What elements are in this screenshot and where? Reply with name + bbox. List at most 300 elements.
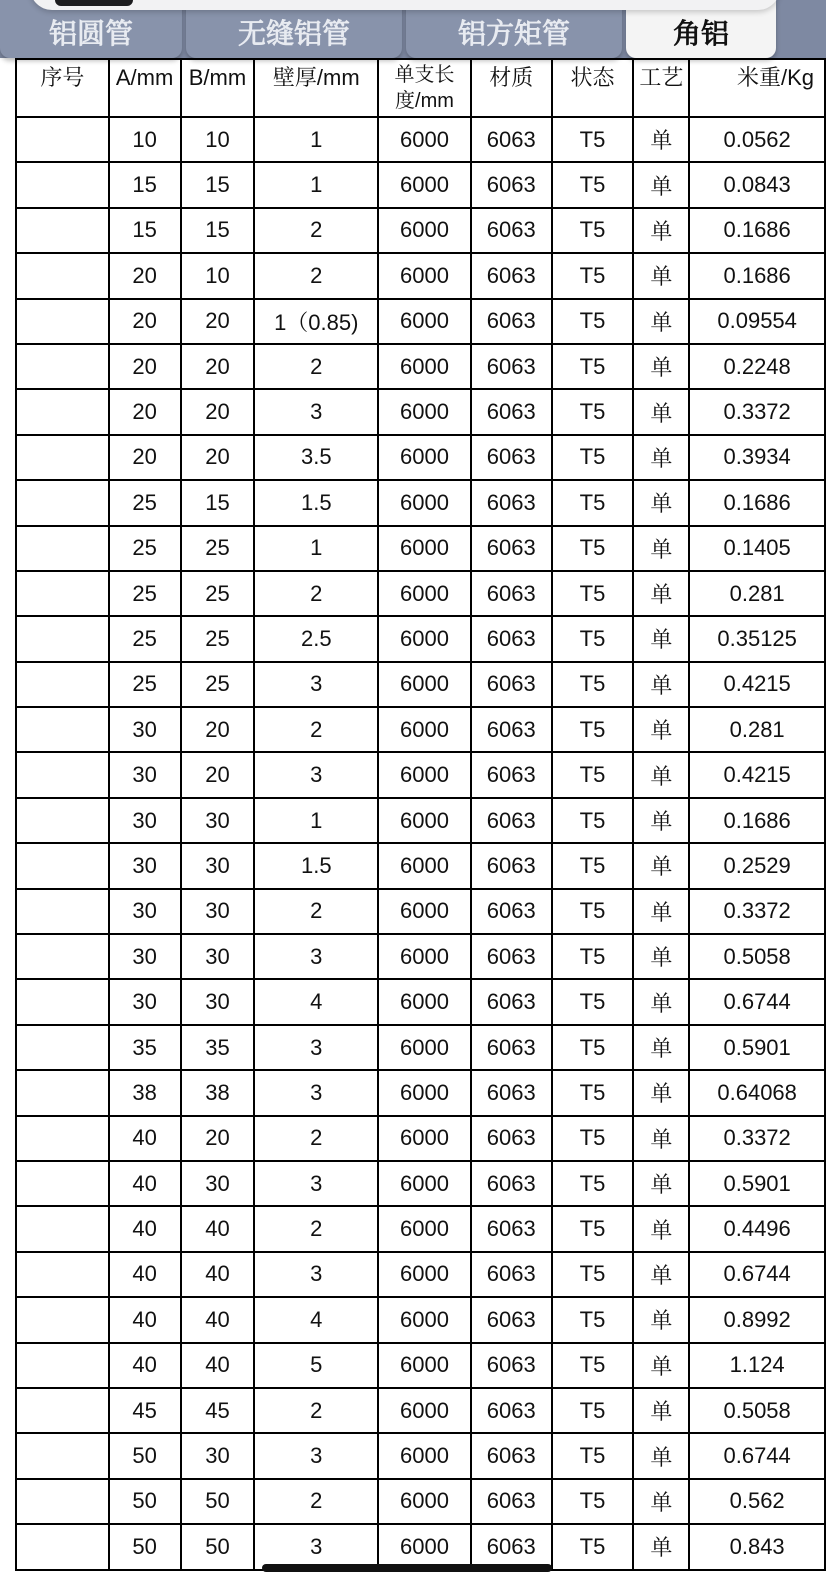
table-cell[interactable]: 6063 [471,616,552,661]
table-cell[interactable] [16,526,109,571]
table-cell[interactable]: 50 [109,1433,181,1478]
table-cell[interactable]: 10 [109,117,181,162]
table-cell[interactable]: 2 [254,571,378,616]
table-cell[interactable]: 0.3372 [689,1116,825,1161]
table-cell[interactable]: 20 [181,299,255,344]
table-cell[interactable]: 0.5901 [689,1025,825,1070]
table-cell[interactable]: T5 [552,707,634,752]
table-cell[interactable]: 2 [254,1388,378,1433]
table-cell[interactable]: 6000 [378,752,471,797]
table-cell[interactable] [16,1524,109,1569]
table-cell[interactable]: T5 [552,1252,634,1297]
table-cell[interactable]: 单 [633,117,689,162]
table-cell[interactable]: 6000 [378,253,471,298]
table-cell[interactable] [16,1252,109,1297]
table-cell[interactable]: 25 [181,526,255,571]
table-cell[interactable]: T5 [552,616,634,661]
table-cell[interactable]: 40 [181,1297,255,1342]
table-cell[interactable]: T5 [552,1433,634,1478]
table-cell[interactable]: T5 [552,435,634,480]
table-cell[interactable]: T5 [552,662,634,707]
table-cell[interactable]: 0.0843 [689,162,825,207]
table-cell[interactable]: 0.2248 [689,344,825,389]
table-cell[interactable]: 50 [181,1524,255,1569]
table-cell[interactable]: 6000 [378,889,471,934]
table-cell[interactable]: 单 [633,616,689,661]
table-cell[interactable]: 20 [181,435,255,480]
table-cell[interactable] [16,752,109,797]
table-cell[interactable]: 1（0.85) [254,299,378,344]
table-cell[interactable]: T5 [552,843,634,888]
table-cell[interactable]: 单 [633,1388,689,1433]
table-cell[interactable]: 6000 [378,1343,471,1388]
table-cell[interactable] [16,889,109,934]
table-cell[interactable] [16,1479,109,1524]
table-cell[interactable]: 50 [109,1524,181,1569]
table-cell[interactable]: 40 [109,1116,181,1161]
table-cell[interactable]: 单 [633,1343,689,1388]
table-cell[interactable]: T5 [552,1025,634,1070]
table-cell[interactable]: 10 [181,253,255,298]
table-cell[interactable]: 0.35125 [689,616,825,661]
table-cell[interactable] [16,571,109,616]
table-cell[interactable]: 45 [109,1388,181,1433]
table-cell[interactable] [16,1116,109,1161]
table-cell[interactable]: 1.5 [254,843,378,888]
table-cell[interactable]: 15 [181,162,255,207]
table-cell[interactable]: 40 [181,1206,255,1251]
table-cell[interactable]: 单 [633,934,689,979]
table-cell[interactable]: 6063 [471,571,552,616]
table-cell[interactable]: 30 [181,798,255,843]
table-cell[interactable]: T5 [552,571,634,616]
table-cell[interactable]: 10 [181,117,255,162]
table-cell[interactable]: 40 [109,1252,181,1297]
table-cell[interactable]: 6063 [471,1025,552,1070]
table-cell[interactable] [16,162,109,207]
table-cell[interactable]: 1 [254,798,378,843]
table-cell[interactable]: 15 [109,208,181,253]
table-cell[interactable]: 30 [109,843,181,888]
table-cell[interactable]: 6063 [471,208,552,253]
table-cell[interactable]: 6063 [471,1116,552,1161]
table-cell[interactable]: 30 [181,979,255,1024]
table-cell[interactable]: 40 [109,1161,181,1206]
table-cell[interactable]: 4 [254,1297,378,1342]
notification-banner[interactable] [30,0,780,10]
table-cell[interactable]: 6063 [471,389,552,434]
table-cell[interactable]: 20 [109,435,181,480]
table-cell[interactable]: T5 [552,1524,634,1569]
table-cell[interactable] [16,843,109,888]
table-cell[interactable]: 2.5 [254,616,378,661]
table-cell[interactable] [16,1070,109,1115]
table-cell[interactable]: T5 [552,299,634,344]
table-cell[interactable]: 25 [181,571,255,616]
table-cell[interactable]: 6000 [378,934,471,979]
table-cell[interactable]: 30 [181,889,255,934]
table-cell[interactable] [16,344,109,389]
table-cell[interactable]: 6063 [471,1433,552,1478]
table-cell[interactable]: 6000 [378,299,471,344]
table-cell[interactable]: 6000 [378,1252,471,1297]
table-cell[interactable]: 6063 [471,1161,552,1206]
table-cell[interactable]: 单 [633,707,689,752]
table-cell[interactable]: 单 [633,1116,689,1161]
table-cell[interactable]: 20 [181,344,255,389]
table-cell[interactable]: T5 [552,1116,634,1161]
table-cell[interactable]: 6063 [471,1343,552,1388]
table-cell[interactable]: 30 [109,707,181,752]
table-cell[interactable]: 6000 [378,1025,471,1070]
table-cell[interactable]: 6063 [471,117,552,162]
table-cell[interactable]: 40 [181,1252,255,1297]
table-cell[interactable]: 6000 [378,389,471,434]
table-cell[interactable]: 单 [633,344,689,389]
table-cell[interactable]: 1 [254,162,378,207]
table-cell[interactable]: 0.09554 [689,299,825,344]
table-cell[interactable]: 单 [633,208,689,253]
table-cell[interactable]: 单 [633,1252,689,1297]
tab-seamless-tube[interactable]: 无缝铝管 [186,0,402,58]
table-cell[interactable] [16,1297,109,1342]
table-cell[interactable]: 6000 [378,1161,471,1206]
table-cell[interactable]: 2 [254,1116,378,1161]
table-cell[interactable]: 3 [254,1070,378,1115]
table-cell[interactable] [16,1343,109,1388]
table-cell[interactable]: 6063 [471,299,552,344]
table-cell[interactable]: 单 [633,1479,689,1524]
table-cell[interactable]: 30 [109,979,181,1024]
table-cell[interactable]: 6063 [471,344,552,389]
table-cell[interactable]: 单 [633,435,689,480]
table-cell[interactable]: 3 [254,389,378,434]
table-cell[interactable] [16,1433,109,1478]
table-cell[interactable]: T5 [552,979,634,1024]
table-cell[interactable]: 50 [181,1479,255,1524]
table-cell[interactable]: 25 [109,571,181,616]
table-row [16,979,825,1024]
table-cell[interactable]: T5 [552,798,634,843]
table-cell[interactable]: 6063 [471,979,552,1024]
table-cell[interactable]: 4 [254,979,378,1024]
table-cell[interactable]: 3 [254,934,378,979]
table-cell[interactable]: 30 [181,843,255,888]
table-cell[interactable]: 0.8992 [689,1297,825,1342]
table-cell[interactable]: 0.4496 [689,1206,825,1251]
table-cell[interactable]: T5 [552,1479,634,1524]
table-cell[interactable]: 0.1686 [689,253,825,298]
table-cell[interactable]: T5 [552,344,634,389]
table-cell[interactable]: 0.5058 [689,934,825,979]
table-cell[interactable]: 单 [633,662,689,707]
table-cell[interactable]: 单 [633,843,689,888]
table-cell[interactable]: 6063 [471,843,552,888]
table-cell[interactable]: 3.5 [254,435,378,480]
table-cell[interactable] [16,934,109,979]
table-cell[interactable]: 6063 [471,1524,552,1569]
table-cell[interactable]: 30 [181,1433,255,1478]
table-cell[interactable]: 2 [254,253,378,298]
table-cell[interactable]: T5 [552,526,634,571]
table-cell[interactable] [16,389,109,434]
table-cell[interactable]: 6063 [471,662,552,707]
table-cell[interactable]: T5 [552,1070,634,1115]
table-cell[interactable] [16,117,109,162]
table-cell[interactable] [16,979,109,1024]
table-cell[interactable]: 25 [109,480,181,525]
table-cell[interactable]: 6063 [471,934,552,979]
table-cell[interactable]: 0.4215 [689,662,825,707]
table-cell[interactable]: 单 [633,571,689,616]
table-cell[interactable] [16,798,109,843]
table-cell[interactable]: 1 [254,526,378,571]
table-row [16,571,825,616]
table-cell[interactable]: 单 [633,1025,689,1070]
table-cell[interactable]: T5 [552,117,634,162]
table-cell[interactable]: 2 [254,1479,378,1524]
table-cell[interactable]: 15 [181,480,255,525]
tab-angle[interactable]: 角铝 [626,0,776,58]
table-cell[interactable]: T5 [552,1388,634,1433]
table-cell[interactable]: 6063 [471,435,552,480]
table-cell[interactable]: 3 [254,752,378,797]
table-cell[interactable]: 单 [633,299,689,344]
table-cell[interactable]: 0.3372 [689,889,825,934]
table-cell[interactable]: 6000 [378,1297,471,1342]
table-cell[interactable]: 6000 [378,798,471,843]
table-cell[interactable]: 2 [254,344,378,389]
table-cell[interactable] [16,435,109,480]
table-cell[interactable]: T5 [552,389,634,434]
table-cell[interactable]: T5 [552,253,634,298]
table-cell[interactable]: 3 [254,1433,378,1478]
table-row [16,1343,825,1388]
table-cell[interactable]: 15 [181,208,255,253]
table-cell[interactable]: 3 [254,1161,378,1206]
table-cell[interactable]: 40 [109,1297,181,1342]
table-cell[interactable]: 6063 [471,1388,552,1433]
table-cell[interactable]: 30 [109,798,181,843]
table-cell[interactable]: 6000 [378,435,471,480]
table-cell[interactable]: 0.2529 [689,843,825,888]
table-cell[interactable]: 0.5901 [689,1161,825,1206]
table-cell[interactable]: 0.1686 [689,798,825,843]
table-cell[interactable]: 1.124 [689,1343,825,1388]
table-cell[interactable]: 6063 [471,480,552,525]
table-cell[interactable]: 单 [633,1297,689,1342]
table-cell[interactable] [16,299,109,344]
tab-round-tube[interactable]: 铝圆管 [0,0,182,58]
table-cell[interactable]: 单 [633,526,689,571]
table-cell[interactable]: 6000 [378,1070,471,1115]
table-cell[interactable]: 单 [633,253,689,298]
table-cell[interactable]: 0.281 [689,707,825,752]
table-cell[interactable]: 0.6744 [689,979,825,1024]
table-cell[interactable]: 6000 [378,162,471,207]
table-cell[interactable]: 1.5 [254,480,378,525]
table-cell[interactable]: 0.1405 [689,526,825,571]
table-cell[interactable]: 6000 [378,480,471,525]
table-cell[interactable]: 0.1686 [689,208,825,253]
table-cell[interactable] [16,1206,109,1251]
table-cell[interactable]: T5 [552,1343,634,1388]
table-cell[interactable]: 0.3934 [689,435,825,480]
table-cell[interactable]: 3 [254,1252,378,1297]
table-cell[interactable]: 单 [633,389,689,434]
table-cell[interactable]: 30 [109,934,181,979]
table-cell[interactable]: 1 [254,117,378,162]
table-cell[interactable]: 50 [109,1479,181,1524]
table-cell[interactable]: 20 [181,707,255,752]
table-cell[interactable]: 6000 [378,1116,471,1161]
table-cell[interactable]: 6063 [471,1070,552,1115]
tab-square-tube[interactable]: 铝方矩管 [406,0,622,58]
table-cell[interactable]: 单 [633,752,689,797]
table-cell[interactable] [16,480,109,525]
table-cell[interactable]: 0.281 [689,571,825,616]
table-cell[interactable]: 6063 [471,526,552,571]
table-cell[interactable]: 0.5058 [689,1388,825,1433]
table-cell[interactable]: 20 [109,299,181,344]
table-cell[interactable]: 单 [633,889,689,934]
table-cell[interactable]: 3 [254,1025,378,1070]
table-cell[interactable]: 6063 [471,1479,552,1524]
table-cell[interactable]: T5 [552,480,634,525]
table-cell[interactable]: T5 [552,889,634,934]
table-cell[interactable]: 6063 [471,1252,552,1297]
table-cell[interactable]: 38 [181,1070,255,1115]
table-row [16,843,825,888]
table-cell[interactable]: 6063 [471,798,552,843]
table-cell[interactable]: T5 [552,752,634,797]
table-cell[interactable]: 3 [254,662,378,707]
table-cell[interactable] [16,253,109,298]
table-cell[interactable]: 20 [109,389,181,434]
table-cell[interactable]: 20 [109,344,181,389]
table-cell[interactable]: 25 [181,616,255,661]
table-cell[interactable]: 35 [109,1025,181,1070]
table-cell[interactable]: 0.562 [689,1479,825,1524]
table-cell[interactable] [16,707,109,752]
table-cell[interactable]: 6000 [378,662,471,707]
table-cell[interactable] [16,1161,109,1206]
table-cell[interactable] [16,1025,109,1070]
table-cell[interactable]: 0.6744 [689,1252,825,1297]
table-cell[interactable]: 45 [181,1388,255,1433]
table-cell[interactable]: 6063 [471,889,552,934]
table-cell[interactable]: 6000 [378,1206,471,1251]
table-cell[interactable]: 单 [633,480,689,525]
table-cell[interactable]: 6063 [471,253,552,298]
table-row [16,798,825,843]
table-cell[interactable]: 6000 [378,526,471,571]
table-cell[interactable]: 6000 [378,843,471,888]
table-cell[interactable]: 20 [181,1116,255,1161]
table-cell[interactable]: T5 [552,1206,634,1251]
table-cell[interactable]: 单 [633,162,689,207]
table-cell[interactable]: 25 [109,662,181,707]
table-cell[interactable]: T5 [552,1297,634,1342]
table-cell[interactable]: 2 [254,889,378,934]
table-cell[interactable]: 2 [254,1206,378,1251]
table-cell[interactable]: 20 [181,752,255,797]
table-cell[interactable] [16,208,109,253]
table-cell[interactable]: 38 [109,1070,181,1115]
table-cell[interactable]: 2 [254,208,378,253]
table-cell[interactable]: 0.1686 [689,480,825,525]
table-cell[interactable]: 30 [109,889,181,934]
table-cell[interactable]: 单 [633,1433,689,1478]
table-cell[interactable]: 6000 [378,616,471,661]
table-cell[interactable]: 单 [633,798,689,843]
table-cell[interactable]: 0.843 [689,1524,825,1569]
table-cell[interactable]: 0.4215 [689,752,825,797]
table-cell[interactable]: T5 [552,208,634,253]
table-cell[interactable]: 单 [633,1206,689,1251]
table-cell[interactable]: 6000 [378,344,471,389]
table-cell[interactable]: 40 [109,1206,181,1251]
table-cell[interactable]: 6000 [378,1388,471,1433]
table-cell[interactable]: 单 [633,1161,689,1206]
table-cell[interactable]: 6063 [471,1206,552,1251]
table-cell[interactable]: 25 [181,662,255,707]
table-cell[interactable]: 6000 [378,208,471,253]
table-cell[interactable]: 6000 [378,1524,471,1569]
table-cell[interactable]: 单 [633,979,689,1024]
table-cell[interactable] [16,1388,109,1433]
table-cell[interactable] [16,662,109,707]
table-cell[interactable]: 20 [109,253,181,298]
table-cell[interactable]: 单 [633,1070,689,1115]
table-cell[interactable]: 15 [109,162,181,207]
table-cell[interactable]: 6000 [378,117,471,162]
table-cell[interactable]: 0.0562 [689,117,825,162]
table-cell[interactable]: 6063 [471,752,552,797]
table-cell[interactable]: 6063 [471,1297,552,1342]
table-cell[interactable]: 6000 [378,1433,471,1478]
table-cell[interactable] [16,616,109,661]
table-cell[interactable]: 40 [181,1343,255,1388]
table-cell[interactable]: 0.6744 [689,1433,825,1478]
table-cell[interactable]: 0.3372 [689,389,825,434]
table-cell[interactable]: 5 [254,1343,378,1388]
table-cell[interactable]: T5 [552,1161,634,1206]
table-cell[interactable]: 6000 [378,979,471,1024]
table-cell[interactable]: 35 [181,1025,255,1070]
table-cell[interactable]: T5 [552,162,634,207]
table-cell[interactable]: 6063 [471,707,552,752]
table-cell[interactable]: 6000 [378,571,471,616]
table-cell[interactable]: 3 [254,1524,378,1569]
table-cell[interactable]: 2 [254,707,378,752]
table-cell[interactable]: 6000 [378,707,471,752]
table-cell[interactable]: 30 [109,752,181,797]
table-cell[interactable]: 30 [181,1161,255,1206]
table-cell[interactable]: 单 [633,1524,689,1569]
table-cell[interactable]: 25 [109,526,181,571]
table-cell[interactable]: 30 [181,934,255,979]
table-cell[interactable]: 25 [109,616,181,661]
table-cell[interactable]: 40 [109,1343,181,1388]
table-cell[interactable]: 6000 [378,1479,471,1524]
table-row [16,1116,825,1161]
table-row [16,752,825,797]
table-cell[interactable]: 0.64068 [689,1070,825,1115]
table-cell[interactable]: T5 [552,934,634,979]
table-cell[interactable]: 6063 [471,162,552,207]
table-cell[interactable]: 20 [181,389,255,434]
